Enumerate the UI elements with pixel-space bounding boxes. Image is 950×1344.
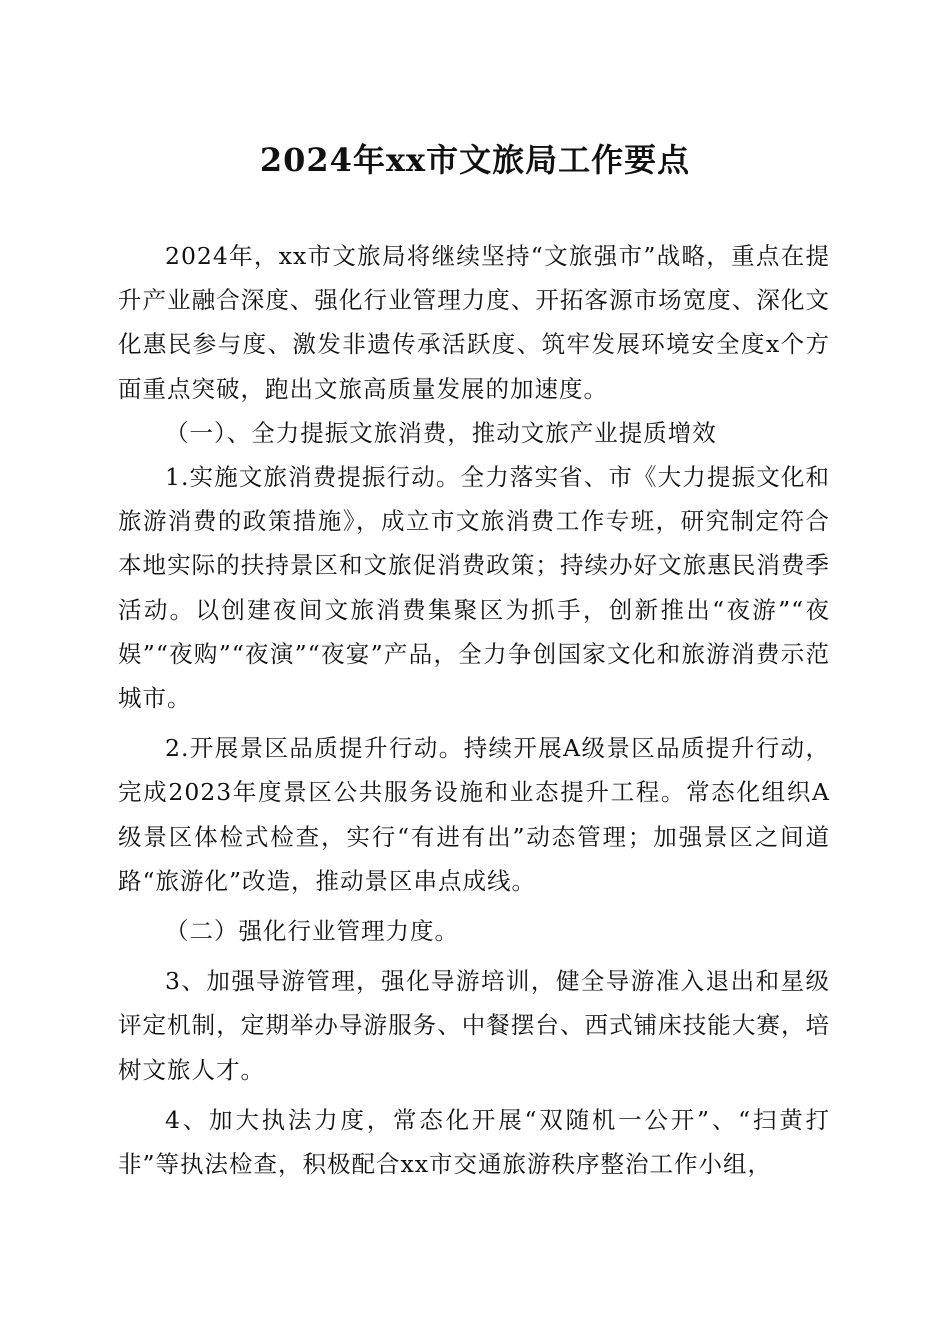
document-body — [118, 234, 830, 1186]
item-4-paragraph: 4、加大执法力度，常态化开展“双随机一公开”、“扫黄打非”等执法检查，积极配合xx市交通旅游秩序整治工作小组， — [118, 1105, 830, 1179]
item-3-paragraph: 3、加强导游管理，强化导游培训，健全导游准入退出和星级评定机制，定期举办导游服务、中餐摆台、西式铺床技能大赛，培树文旅人才。 — [118, 967, 830, 1084]
document-title: 2024年xx市文旅局工作要点 — [259, 141, 691, 179]
section-1-heading: （一）、全力提振文旅消费，推动文旅产业提质增效 — [165, 418, 717, 447]
item-1-paragraph: 1.实施文旅消费提振行动。全力落实省、市《大力提振文化和旅游消费的政策措施》，成立市文旅消费工作专班，研究制定符合本地实际的扶持景区和文旅促消费政策；持续办好文旅惠民消费季活动。以创建夜间文旅消费集聚区为抓手，创新推出“夜游”“夜娱”“夜购”“夜演”“夜宴”产品，全力争创国家文化和旅游消费示范城市。 — [118, 463, 830, 713]
section-2-heading: （二）强化行业管理力度。 — [165, 917, 459, 946]
intro-paragraph: 2024年，xx市文旅局将继续坚持“文旅强市”战略，重点在提升产业融合深度、强化行业管理力度、开拓客源市场宽度、深化文化惠民参与度、激发非遗传承活跃度、筑牢发展环境安全度x个方面重点突破，跑出文旅高质量发展的加速度。 — [118, 242, 830, 403]
item-2-paragraph: 2.开展景区品质提升行动。持续开展A级景区品质提升行动，完成2023年度景区公共服务设施和业态提升工程。常态化组织A级景区体检式检查，实行“有进有出”动态管理；加强景区之间道路“旅游化”改造，推动景区串点成线。 — [118, 734, 830, 895]
